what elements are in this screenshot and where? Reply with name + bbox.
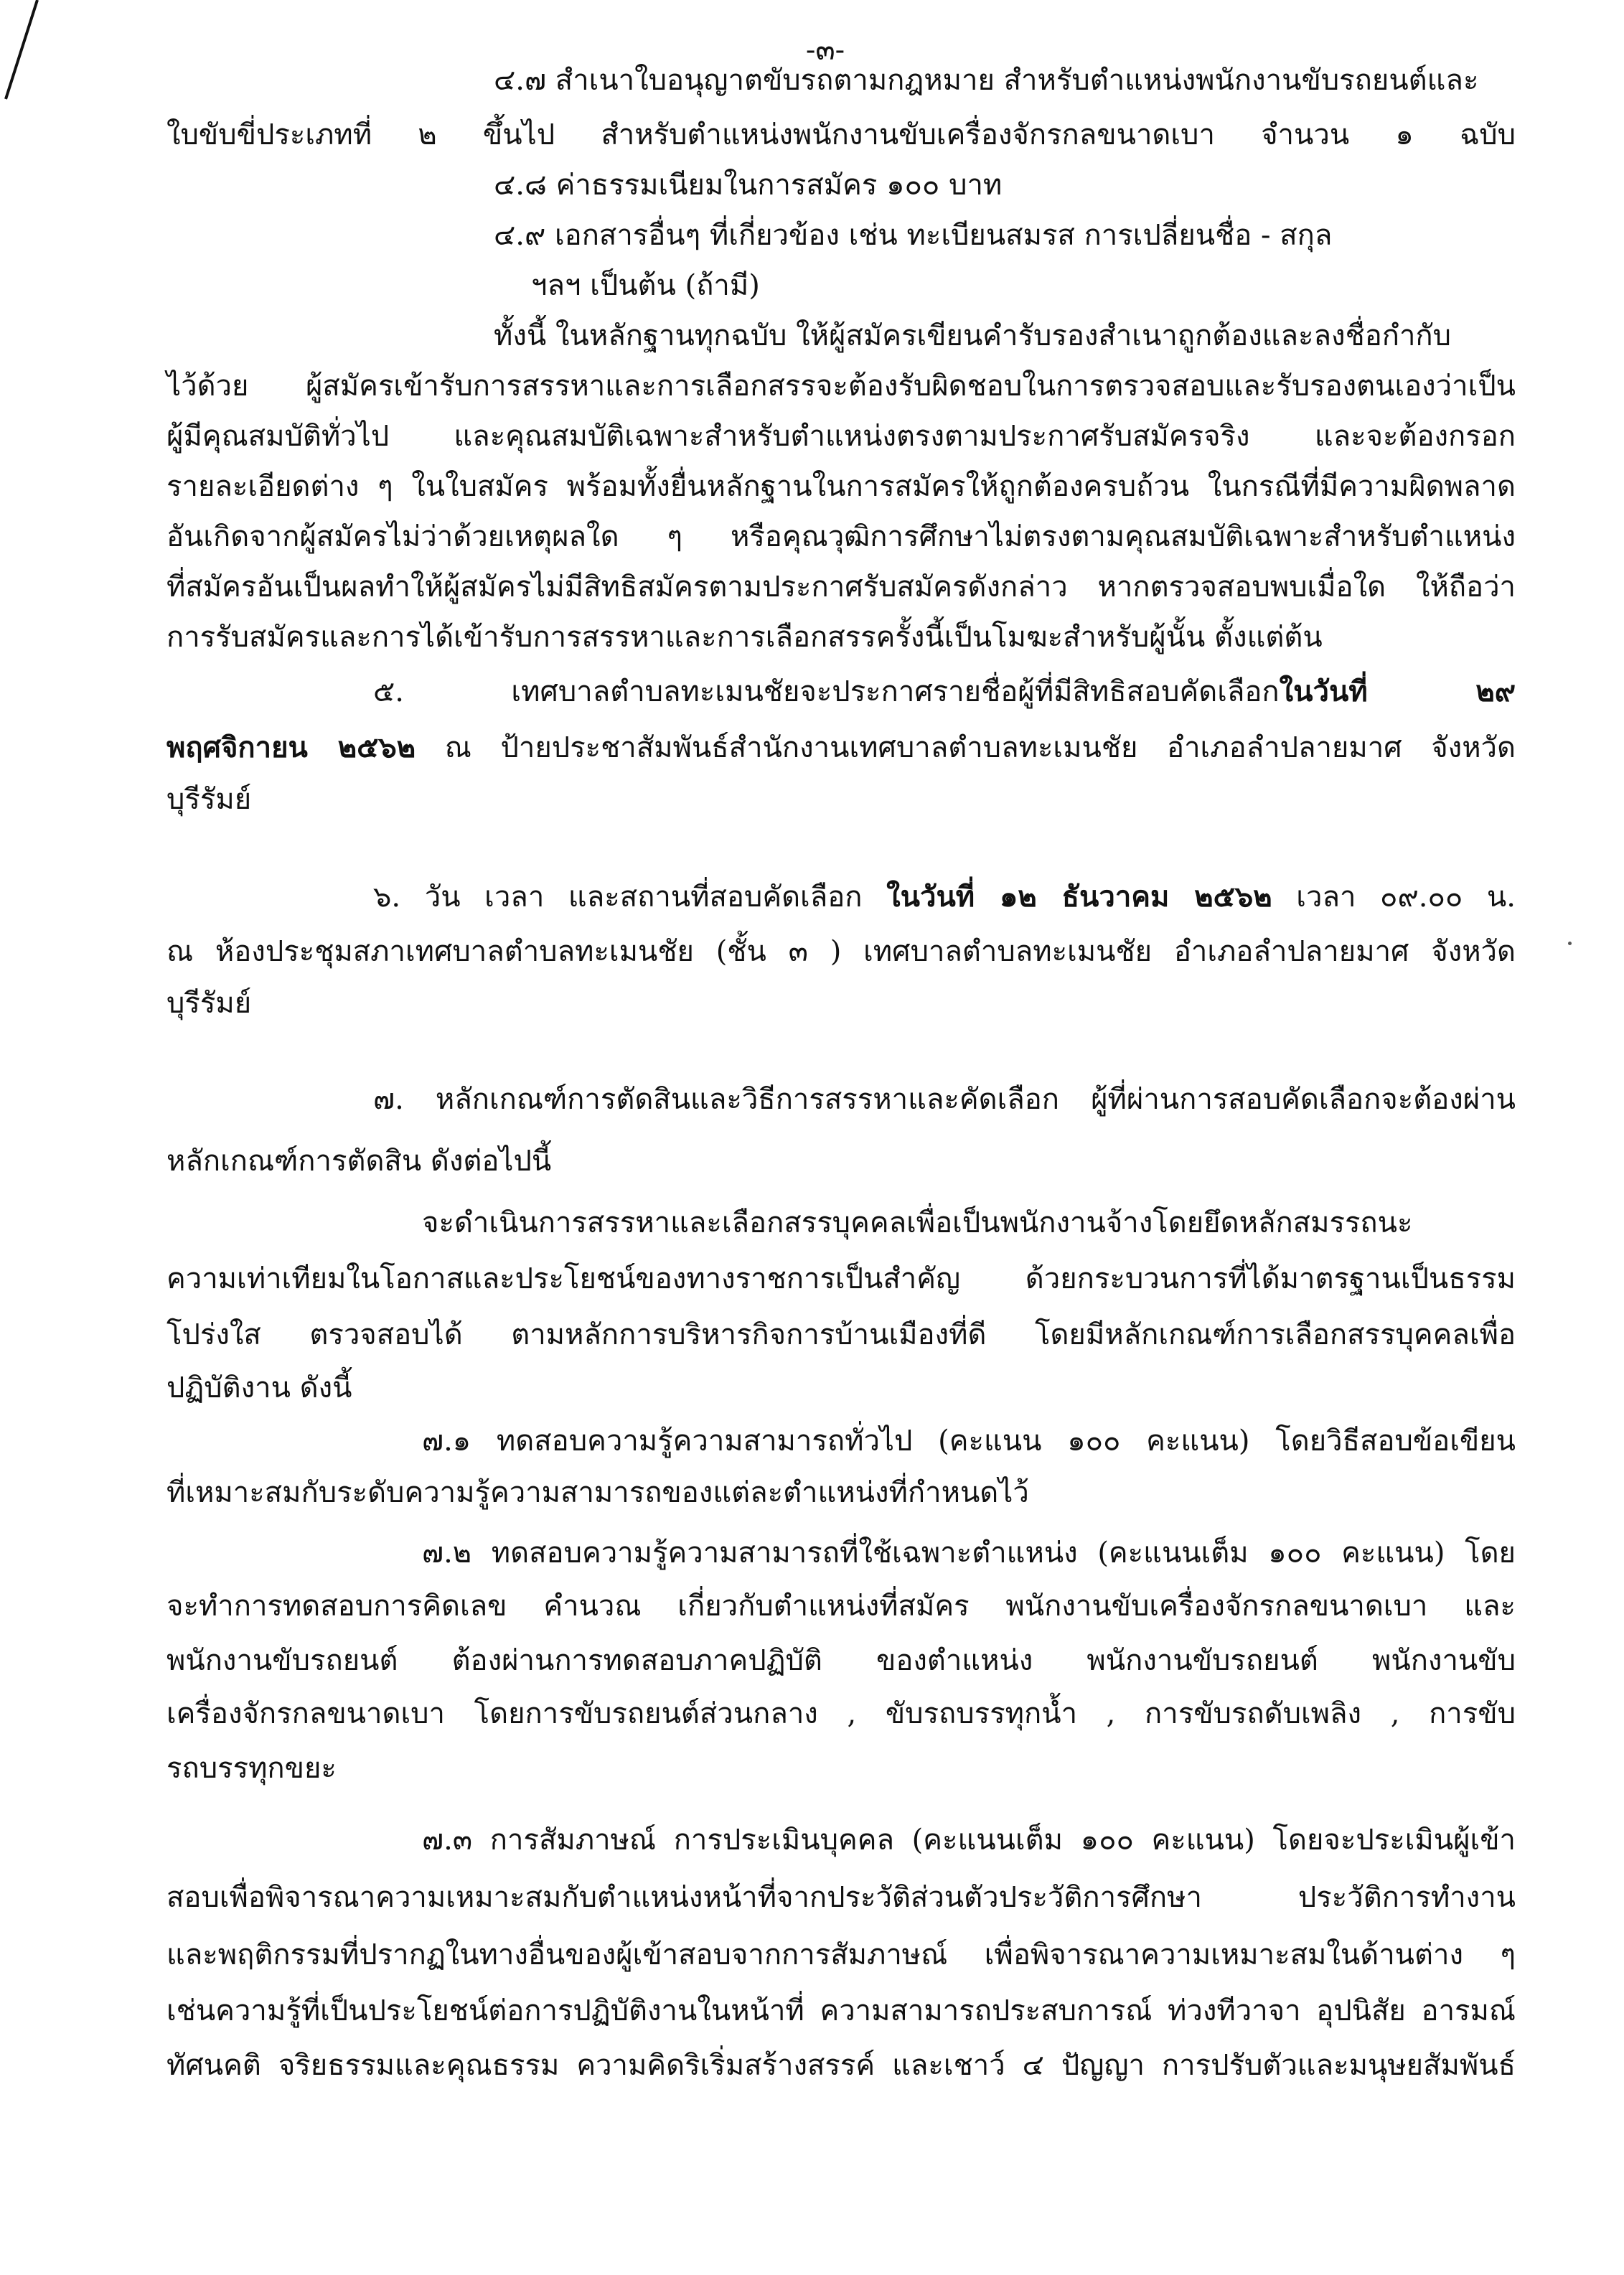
- section-5-line1: [373, 670, 1516, 713]
- page-number: -๓-: [805, 34, 845, 67]
- section-6-text: ๖. วัน เวลา และสถานที่สอบคัดเลือก: [373, 881, 887, 914]
- item-7-1-line2: ที่เหมาะสมกับระดับความรู้ความสามารถของแต่ละตำแหน่งที่กำหนดไว้: [166, 1476, 1029, 1509]
- section-7-line1: ๗. หลักเกณฑ์การตัดสินและวิธีการสรรหาและคัดเลือก ผู้ที่ผ่านการสอบคัดเลือกจะต้องผ่าน: [373, 1083, 1516, 1116]
- section-5-date-bold: ในวันที่ ๒๙: [1279, 675, 1516, 708]
- section-7-line2: หลักเกณฑ์การตัดสิน ดังต่อไปนี้: [166, 1145, 552, 1178]
- section-5-month-bold: พฤศจิกายน ๒๕๖๒: [166, 731, 416, 764]
- item-7-3-line1: ๗.๓ การสัมภาษณ์ การประเมินบุคคล (คะแนนเต็ม ๑๐๐ คะแนน) โดยจะประเมินผู้เข้า: [422, 1824, 1516, 1857]
- scan-edge-mark: [0, 0, 57, 115]
- item-4-7-line1: ๔.๗ สำเนาใบอนุญาตขับรถตามกฎหมาย สำหรับตำแหน่งพนักงานขับรถยนต์และ: [494, 64, 1479, 97]
- item-7-1-line1: ๗.๑ ทดสอบความรู้ความสามารถทั่วไป (คะแนน ๑๐๐ คะแนน) โดยวิธีสอบข้อเขียน: [422, 1425, 1516, 1458]
- note-line: ที่สมัครอันเป็นผลทำให้ผู้สมัครไม่มีสิทธิสมัครตามประกาศรับสมัครดังกล่าว หากตรวจสอบพบเมื่อใด ให้ถือว่า: [166, 571, 1516, 604]
- note-line: ไว้ด้วย ผู้สมัครเข้ารับการสรรหาและการเลือกสรรจะต้องรับผิดชอบในการตรวจสอบและรับรองตนเองว่าเป็น: [166, 370, 1516, 403]
- section-5-line2: [166, 726, 1516, 769]
- note-line: อันเกิดจากผู้สมัครไม่ว่าด้วยเหตุผลใด ๆ หรือคุณวุฒิการศึกษาไม่ตรงตามคุณสมบัติเฉพาะสำหรับตำแหน่ง: [166, 520, 1516, 553]
- item-7-2-line: พนักงานขับรถยนต์ ต้องผ่านการทดสอบภาคปฏิบัติ ของตำแหน่ง พนักงานขับรถยนต์ พนักงานขับ: [166, 1644, 1516, 1677]
- item-7-3-line: และพฤติกรรมที่ปรากฏในทางอื่นของผู้เข้าสอบจากการสัมภาษณ์ เพื่อพิจารณาความเหมาะสมในด้านต่าง ๆ: [166, 1938, 1516, 1971]
- item-7-2-line: เครื่องจักรกลขนาดเบา โดยการขับรถยนต์ส่วนกลาง , ขับรถบรรทุกน้ำ , การขับรถดับเพลิง , การขับ: [166, 1697, 1516, 1730]
- note-line: ผู้มีคุณสมบัติทั่วไป และคุณสมบัติเฉพาะสำหรับตำแหน่งตรงตามประกาศรับสมัครจริง และจะต้องกรอก: [166, 420, 1516, 453]
- item-7-2-last: รถบรรทุกขยะ: [166, 1752, 337, 1785]
- section-6-line1: [373, 876, 1516, 919]
- section-7-para-line1: จะดำเนินการสรรหาและเลือกสรรบุคคลเพื่อเป็นพนักงานจ้างโดยยึดหลักสมรรถนะ: [422, 1206, 1413, 1239]
- item-7-2-line1: ๗.๒ ทดสอบความรู้ความสามารถที่ใช้เฉพาะตำแหน่ง (คะแนนเต็ม ๑๐๐ คะแนน) โดย: [422, 1537, 1516, 1570]
- section-5-line3: บุรีรัมย์: [166, 783, 252, 816]
- item-4-7-line2: ใบขับขี่ประเภทที่ ๒ ขึ้นไป สำหรับตำแหน่งพนักงานขับเครื่องจักรกลขนาดเบา จำนวน ๑ ฉบับ: [166, 118, 1516, 151]
- note-line: รายละเอียดต่าง ๆ ในใบสมัคร พร้อมทั้งยื่นหลักฐานในการสมัครให้ถูกต้องครบถ้วน ในกรณีที่มีความผิดพลาด: [166, 470, 1516, 503]
- item-4-9-line2: ฯลฯ เป็นต้น (ถ้ามี): [531, 269, 760, 302]
- note-line1: ทั้งนี้ ในหลักฐานทุกฉบับ ให้ผู้สมัครเขียนคำรับรองสำเนาถูกต้องและลงชื่อกำกับ: [494, 319, 1452, 352]
- section-5-text: ๕. เทศบาลตำบลทะเมนชัยจะประกาศรายชื่อผู้ที่มีสิทธิสอบคัดเลือก: [373, 675, 1280, 708]
- scan-speck: [1568, 942, 1572, 945]
- item-4-9-line1: ๔.๙ เอกสารอื่นๆ ที่เกี่ยวข้อง เช่น ทะเบียนสมรส การเปลี่ยนชื่อ - สกุล: [494, 219, 1333, 252]
- section-7-para-line: โปร่งใส ตรวจสอบได้ ตามหลักการบริหารกิจการบ้านเมืองที่ดี โดยมีหลักเกณฑ์การเลือกสรรบุคคลเพื่อ: [166, 1318, 1516, 1351]
- item-7-3-line: ทัศนคติ จริยธรรมและคุณธรรม ความคิดริเริ่มสร้างสรรค์ และเชาว์ ๔ ปัญญา การปรับตัวและมนุษยสัมพันธ์: [166, 2049, 1516, 2082]
- note-last-line: การรับสมัครและการได้เข้ารับการสรรหาและการเลือกสรรครั้งนี้เป็นโมฆะสำหรับผู้นั้น ตั้งแต่ต้น: [166, 621, 1323, 654]
- item-7-3-line: สอบเพื่อพิจารณาความเหมาะสมกับตำแหน่งหน้าที่จากประวัติส่วนตัวประวัติการศึกษา ประวัติการทำงาน: [166, 1881, 1516, 1914]
- section-6-line3: บุรีรัมย์: [166, 987, 252, 1020]
- section-7-para-line: ความเท่าเทียมในโอกาสและประโยชน์ของทางราชการเป็นสำคัญ ด้วยกระบวนการที่ได้มาตรฐานเป็นธรรม: [166, 1262, 1516, 1295]
- item-7-2-line: จะทำการทดสอบการคิดเลข คำนวณ เกี่ยวกับตำแหน่งที่สมัคร พนักงานขับเครื่องจักรกลขนาดเบา และ: [166, 1590, 1516, 1623]
- section-6-time: เวลา ๐๙.๐๐ น.: [1272, 881, 1516, 914]
- section-7-para-last: ปฏิบัติงาน ดังนี้: [166, 1371, 352, 1404]
- section-6-line2: ณ ห้องประชุมสภาเทศบาลตำบลทะเมนชัย (ชั้น ๓ ) เทศบาลตำบลทะเมนชัย อำเภอลำปลายมาศ จังหวัด: [166, 935, 1516, 968]
- section-6-date-bold: ในวันที่ ๑๒ ธันวาคม ๒๕๖๒: [886, 880, 1272, 914]
- item-7-3-line: เช่นความรู้ที่เป็นประโยชน์ต่อการปฏิบัติงานในหน้าที่ ความสามารถประสบการณ์ ท่วงทีวาจา อุปนิสัย อารมณ์: [166, 1994, 1516, 2027]
- item-4-8: ๔.๘ ค่าธรรมเนียมในการสมัคร ๑๐๐ บาท: [494, 169, 1003, 202]
- section-5-location: ณ ป้ายประชาสัมพันธ์สำนักงานเทศบาลตำบลทะเมนชัย อำเภอลำปลายมาศ จังหวัด: [416, 731, 1516, 764]
